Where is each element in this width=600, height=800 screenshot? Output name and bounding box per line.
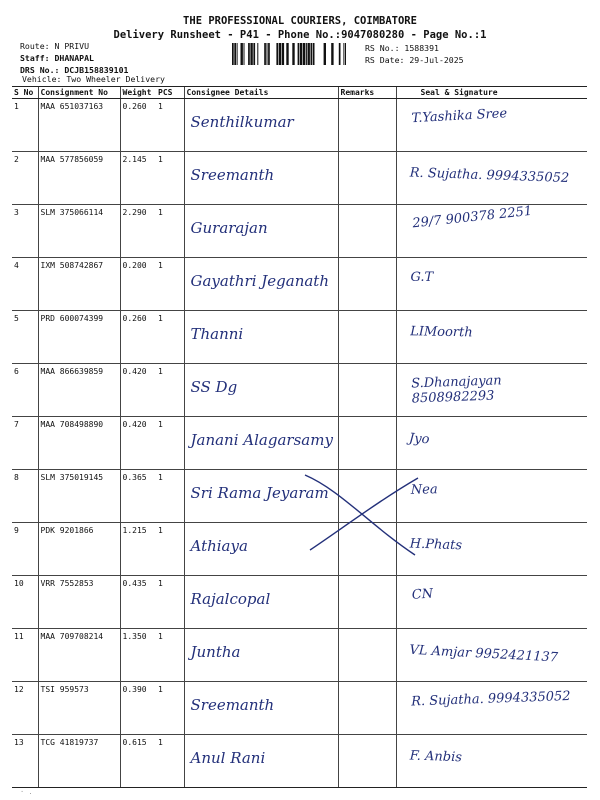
consignee-cell: Athiaya bbox=[184, 523, 338, 576]
remarks-cell bbox=[338, 576, 396, 629]
col-consignee: Consignee Details bbox=[184, 87, 338, 99]
weight-cell: 0.365 bbox=[120, 470, 156, 523]
signature-cell: Jyo bbox=[392, 417, 586, 483]
consignment-cell: VRR 7552853 bbox=[38, 576, 120, 629]
remarks-cell bbox=[338, 470, 396, 523]
consignment-cell: TCG 41819737 bbox=[38, 735, 120, 788]
weight-cell: 2.145 bbox=[120, 152, 156, 205]
signature-cell: G.T bbox=[396, 258, 587, 311]
drs-label: DRS No.: DCJB158839101 bbox=[20, 65, 129, 75]
sno-cell: 1 bbox=[12, 99, 38, 152]
consignment-cell: PRD 600074399 bbox=[38, 311, 120, 364]
pcs-cell: 1 bbox=[156, 417, 184, 470]
signature-cell: H.Phats bbox=[394, 523, 587, 583]
signature-cell: VL Amjar 9952421137 bbox=[393, 629, 587, 692]
signature-cell: Nea bbox=[396, 466, 588, 522]
weight-cell: 1.215 bbox=[120, 523, 156, 576]
remarks-cell bbox=[338, 682, 396, 735]
weight-cell: 0.200 bbox=[120, 258, 156, 311]
consignee-cell: SS Dg bbox=[184, 364, 338, 417]
remarks-cell bbox=[338, 258, 396, 311]
consignee-cell: Sreemanth bbox=[184, 152, 338, 205]
sno-cell: 6 bbox=[12, 364, 38, 417]
remarks-cell bbox=[338, 629, 396, 682]
table-row bbox=[12, 576, 587, 629]
signature-cell: 29/7 900378 2251 bbox=[396, 185, 591, 258]
weight-cell: 2.290 bbox=[120, 205, 156, 258]
meta-left bbox=[20, 40, 128, 76]
consignee-cell: Gurarajan bbox=[184, 205, 338, 258]
table-row bbox=[12, 735, 587, 788]
consignment-cell: MAA 651037163 bbox=[38, 99, 120, 152]
table-row bbox=[12, 99, 587, 152]
signature-cell: LIMoorth bbox=[395, 311, 587, 367]
pcs-cell: 1 bbox=[156, 470, 184, 523]
col-seal: Seal & Signature bbox=[396, 87, 587, 99]
consignee-cell: Janani Alagarsamy bbox=[184, 417, 338, 470]
runsheet-table bbox=[12, 86, 587, 788]
remarks-cell bbox=[338, 417, 396, 470]
rs-date: RS Date: 29-Jul-2025 bbox=[365, 55, 464, 65]
weight-cell: 1.350 bbox=[120, 629, 156, 682]
table-row bbox=[12, 523, 587, 576]
rs-number: RS No.: 1588391 bbox=[365, 43, 439, 53]
consignee-cell: Gayathri Jeganath bbox=[184, 258, 338, 311]
page-mark: · . bbox=[20, 788, 33, 796]
consignment-cell: MAA 577856059 bbox=[38, 152, 120, 205]
remarks-cell bbox=[338, 311, 396, 364]
route-label: Route: N PRIVU bbox=[20, 41, 90, 51]
consignment-cell: SLM 375019145 bbox=[38, 470, 120, 523]
consignee-cell: Sri Rama Jeyaram bbox=[184, 470, 338, 523]
remarks-cell bbox=[338, 205, 396, 258]
sno-cell: 5 bbox=[12, 311, 38, 364]
consignee-cell: Senthilkumar bbox=[184, 99, 338, 152]
barcode-image bbox=[232, 43, 352, 65]
consignee-cell: Thanni bbox=[184, 311, 338, 364]
pcs-cell: 1 bbox=[156, 682, 184, 735]
remarks-cell bbox=[338, 364, 396, 417]
consignee-cell: Anul Rani bbox=[184, 735, 338, 788]
rs-info bbox=[365, 42, 464, 66]
sno-cell: 4 bbox=[12, 258, 38, 311]
col-weight: Weight bbox=[120, 87, 156, 99]
signature-cell: S.Dhanajayan 8508982293 bbox=[396, 357, 589, 417]
table-row bbox=[12, 258, 587, 311]
sno-cell: 12 bbox=[12, 682, 38, 735]
table-row bbox=[12, 417, 587, 470]
signature-cell: F. Anbis bbox=[394, 735, 587, 795]
table-row bbox=[12, 629, 587, 682]
weight-cell: 0.260 bbox=[120, 311, 156, 364]
weight-cell: 0.390 bbox=[120, 682, 156, 735]
remarks-cell bbox=[338, 523, 396, 576]
consignee-cell: Rajalcopal bbox=[184, 576, 338, 629]
consignment-cell: IXM 508742867 bbox=[38, 258, 120, 311]
weight-cell: 0.615 bbox=[120, 735, 156, 788]
sno-cell: 8 bbox=[12, 470, 38, 523]
runsheet-subtitle: Delivery Runsheet - P41 - Phone No.:9047080280 - Page No.:1 bbox=[113, 29, 487, 41]
consignment-cell: MAA 709708214 bbox=[38, 629, 120, 682]
consignment-cell: TSI 959573 bbox=[38, 682, 120, 735]
weight-cell: 0.420 bbox=[120, 417, 156, 470]
consignment-cell: PDK 9201866 bbox=[38, 523, 120, 576]
table-row bbox=[12, 470, 587, 523]
pcs-cell: 1 bbox=[156, 576, 184, 629]
remarks-cell bbox=[338, 735, 396, 788]
sno-cell: 9 bbox=[12, 523, 38, 576]
table-row bbox=[12, 311, 587, 364]
table-row bbox=[12, 205, 587, 258]
consignment-cell: MAA 708498890 bbox=[38, 417, 120, 470]
signature-cell: R. Sujatha. 9994335052 bbox=[394, 152, 587, 212]
pcs-cell: 1 bbox=[156, 364, 184, 417]
weight-cell: 0.420 bbox=[120, 364, 156, 417]
col-sno: S No bbox=[12, 87, 38, 99]
sno-cell: 10 bbox=[12, 576, 38, 629]
pcs-cell: 1 bbox=[156, 152, 184, 205]
signature-cell: R. Sujatha. 9994335052 bbox=[396, 675, 589, 735]
pcs-cell: 1 bbox=[156, 311, 184, 364]
consignee-cell: Juntha bbox=[184, 629, 338, 682]
pcs-cell: 1 bbox=[156, 735, 184, 788]
consignment-cell: SLM 375066114 bbox=[38, 205, 120, 258]
table-row bbox=[12, 682, 587, 735]
sno-cell: 11 bbox=[12, 629, 38, 682]
sno-cell: 3 bbox=[12, 205, 38, 258]
pcs-cell: 1 bbox=[156, 523, 184, 576]
sno-cell: 2 bbox=[12, 152, 38, 205]
consignment-cell: MAA 866639859 bbox=[38, 364, 120, 417]
signature-cell: CN bbox=[396, 562, 590, 628]
table-row bbox=[12, 364, 587, 417]
weight-cell: 0.260 bbox=[120, 99, 156, 152]
pcs-cell: 1 bbox=[156, 629, 184, 682]
col-pcs: PCS bbox=[156, 87, 184, 99]
company-title: THE PROFESSIONAL COURIERS, COIMBATORE bbox=[183, 15, 417, 27]
col-remarks: Remarks bbox=[338, 87, 396, 99]
col-consignment: Consignment No bbox=[38, 87, 120, 99]
vehicle-label: Vehicle: Two Wheeler Delivery bbox=[22, 74, 165, 84]
staff-label: Staff: DHANAPAL bbox=[20, 53, 94, 63]
consignee-cell: Sreemanth bbox=[184, 682, 338, 735]
pcs-cell: 1 bbox=[156, 205, 184, 258]
weight-cell: 0.435 bbox=[120, 576, 156, 629]
sno-cell: 13 bbox=[12, 735, 38, 788]
pcs-cell: 1 bbox=[156, 99, 184, 152]
remarks-cell bbox=[338, 99, 396, 152]
remarks-cell bbox=[338, 152, 396, 205]
signature-cell: T.Yashika Sree bbox=[396, 89, 590, 152]
pcs-cell: 1 bbox=[156, 258, 184, 311]
sno-cell: 7 bbox=[12, 417, 38, 470]
